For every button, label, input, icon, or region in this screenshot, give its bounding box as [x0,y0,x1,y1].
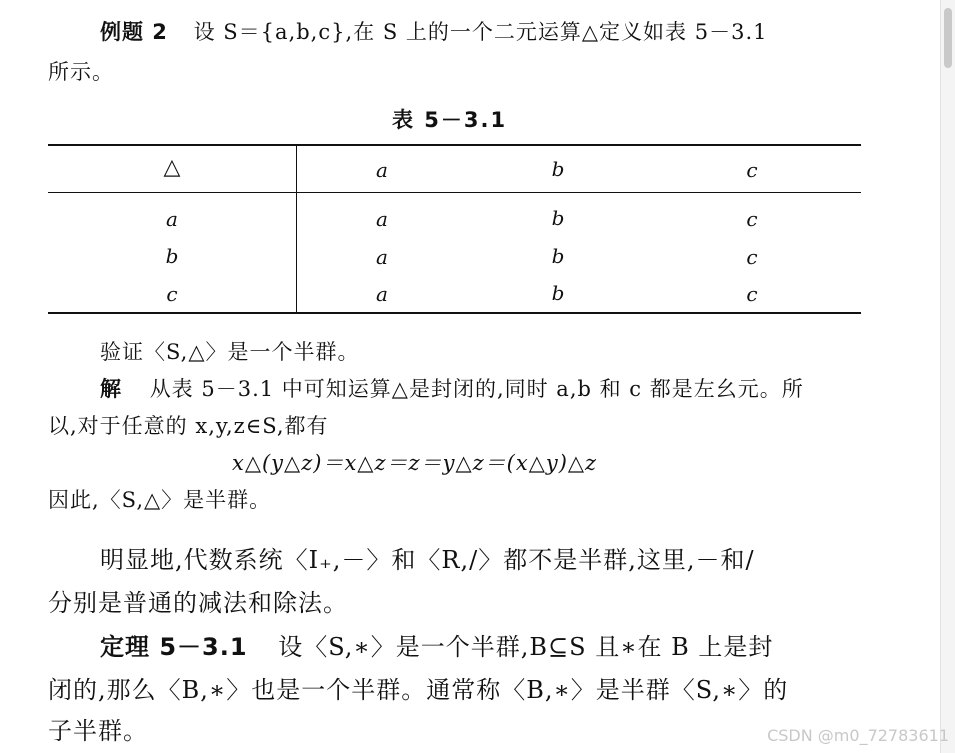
table-header-a: a [376,158,388,182]
solution-text-1: 从表 5－3.1 中可知运算△是封闭的,同时 a,b 和 c 都是左幺元。所 [149,377,804,401]
table-cell: c [746,282,758,306]
solution-text-3: 因此,〈S,△〉是半群。 [48,488,272,512]
table-row-label: a [166,207,178,231]
table-cell: b [551,206,565,230]
table-cell: b [551,244,565,268]
table-cell: c [746,245,758,269]
example-heading-line [100,16,767,46]
table-cell: a [376,207,388,231]
example-text-1: 设 S＝{a,b,c},在 S 上的一个二元运算△定义如表 5－3.1 [193,20,768,44]
vertical-scrollbar[interactable] [940,0,955,753]
theorem-text-1: 设〈S,∗〉是一个半群,B⊆S 且∗在 B 上是封 [278,633,774,661]
table-row-label: c [166,282,178,306]
table-header-op: △ [163,155,181,180]
table-cell: a [376,282,388,306]
table-caption: 表 5－3.1 [392,108,508,132]
solution-formula: x△(y△z)＝x△z＝z＝y△z＝(x△y)△z [232,451,598,475]
table-cell: b [551,281,565,305]
solution-label: 解 [100,377,122,401]
table-top-rule [48,144,861,146]
theorem-label: 定理 5－3.1 [100,633,248,661]
solution-text-2: 以,对于任意的 x,y,z∈S,都有 [48,414,329,438]
solution-first-line [100,373,804,403]
table-cell: c [746,207,758,231]
paragraph-text-2: 分别是普通的减法和除法。 [48,589,348,617]
csdn-watermark: CSDN @m0_72783611 [767,726,949,745]
table-cell: a [376,245,388,269]
verify-text: 验证〈S,△〉是一个半群。 [100,340,360,364]
theorem-first-line [100,627,773,662]
table-bottom-rule [48,312,861,314]
table-column-divider [296,145,297,313]
example-text-2: 所示。 [48,60,114,84]
table-header-b: b [551,157,565,181]
table-row-label: b [165,244,179,268]
paragraph-text-1: 明显地,代数系统〈I₊,－〉和〈R,/〉都不是半群,这里,－和/ [100,546,755,574]
theorem-text-2: 闭的,那么〈B,∗〉也是一个半群。通常称〈B,∗〉是半群〈S,∗〉的 [48,676,789,704]
example-label: 例题 2 [100,20,168,44]
theorem-text-3: 子半群。 [48,717,148,745]
scrollbar-thumb[interactable] [944,8,952,68]
table-header-rule [48,192,861,193]
table-header-c: c [746,158,758,182]
